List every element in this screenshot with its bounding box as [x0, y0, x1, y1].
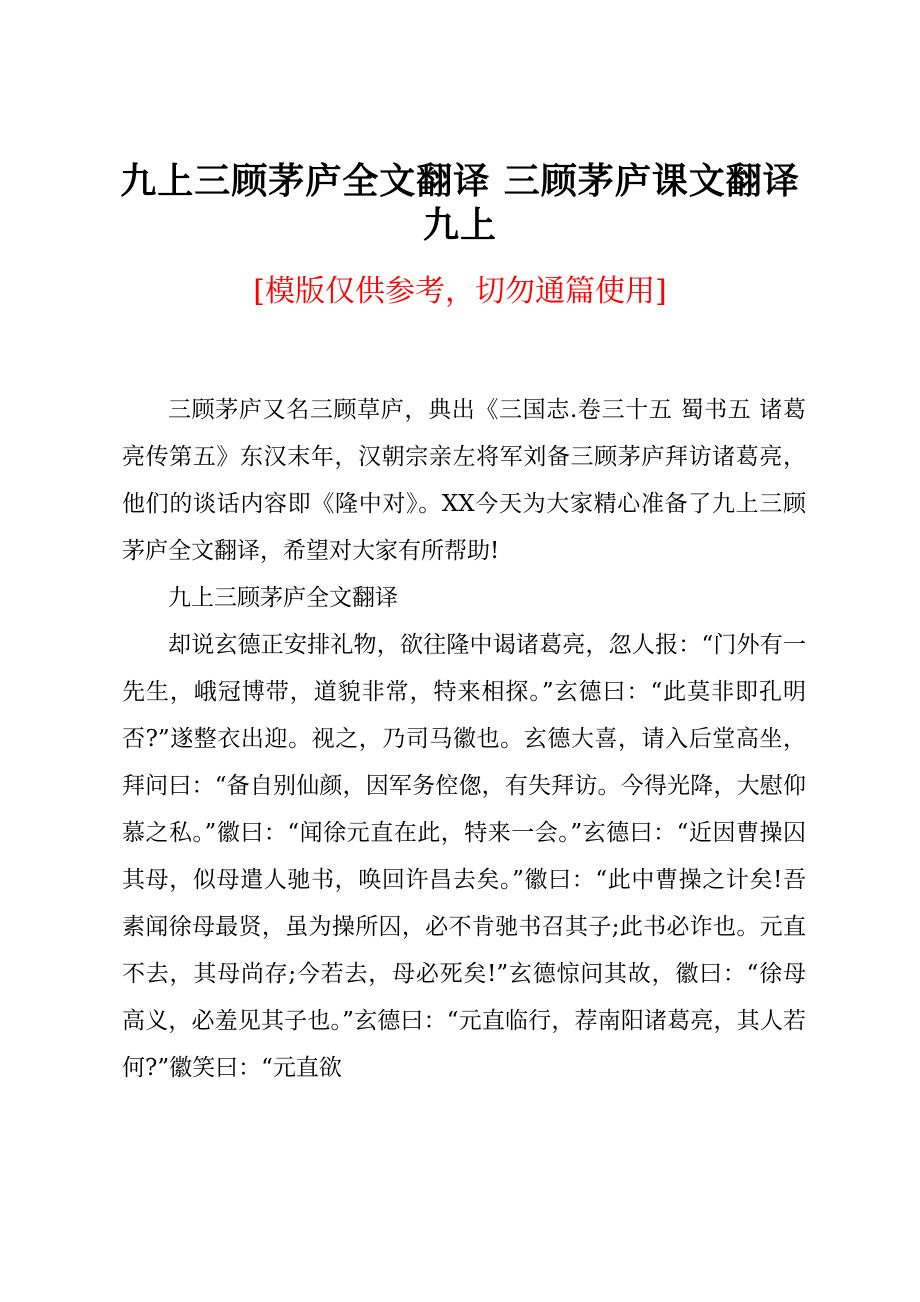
intro-paragraph: 三顾茅庐又名三顾草庐，典出《三国志.卷三十五 蜀书五 诸葛亮传第五》东汉末年，汉朝宗亲左将军刘备三顾茅庐拜访诸葛亮，他们的谈话内容即《隆中对》。XX今天为大家精心准备了九上三顾茅庐全文翻译，希望对大家有所帮助! — [122, 397, 806, 564]
template-notice: [模版仅供参考，切勿通篇使用] — [253, 274, 667, 309]
translation-paragraph: 却说玄德正安排礼物，欲往隆中谒诸葛亮，忽人报：“门外有一先生，峨冠博带，道貌非常，特来相探。”玄德曰：“此莫非即孔明否?”遂整衣出迎。视之，乃司马徽也。玄德大喜，请入后堂高坐，拜问曰：“备自别仙颜，因军务倥偬，有失拜访。今得光降，大慰仰慕之私。”徽曰：“闻徐元直在此，特来一会。”玄德曰：“近因曹操囚其母，似母遣人驰书，唤回许昌去矣。”徽曰：“此中曹操之计矣!吾素闻徐母最贤，虽为操所囚，必不肯驰书召其子;此书必诈也。元直不去，其母尚存;今若去，母必死矣!”玄德惊问其故，徽曰：“徐母高义，必羞见其子也。”玄德曰：“元直临行，荐南阳诸葛亮，其人若何?”徽笑曰：“元直欲 — [122, 632, 806, 1081]
document-body — [122, 387, 806, 1092]
document-title: 九上三顾茅庐全文翻译 三顾茅庐课文翻译九上 — [120, 161, 800, 246]
section-heading: 九上三顾茅庐全文翻译 — [168, 585, 398, 611]
